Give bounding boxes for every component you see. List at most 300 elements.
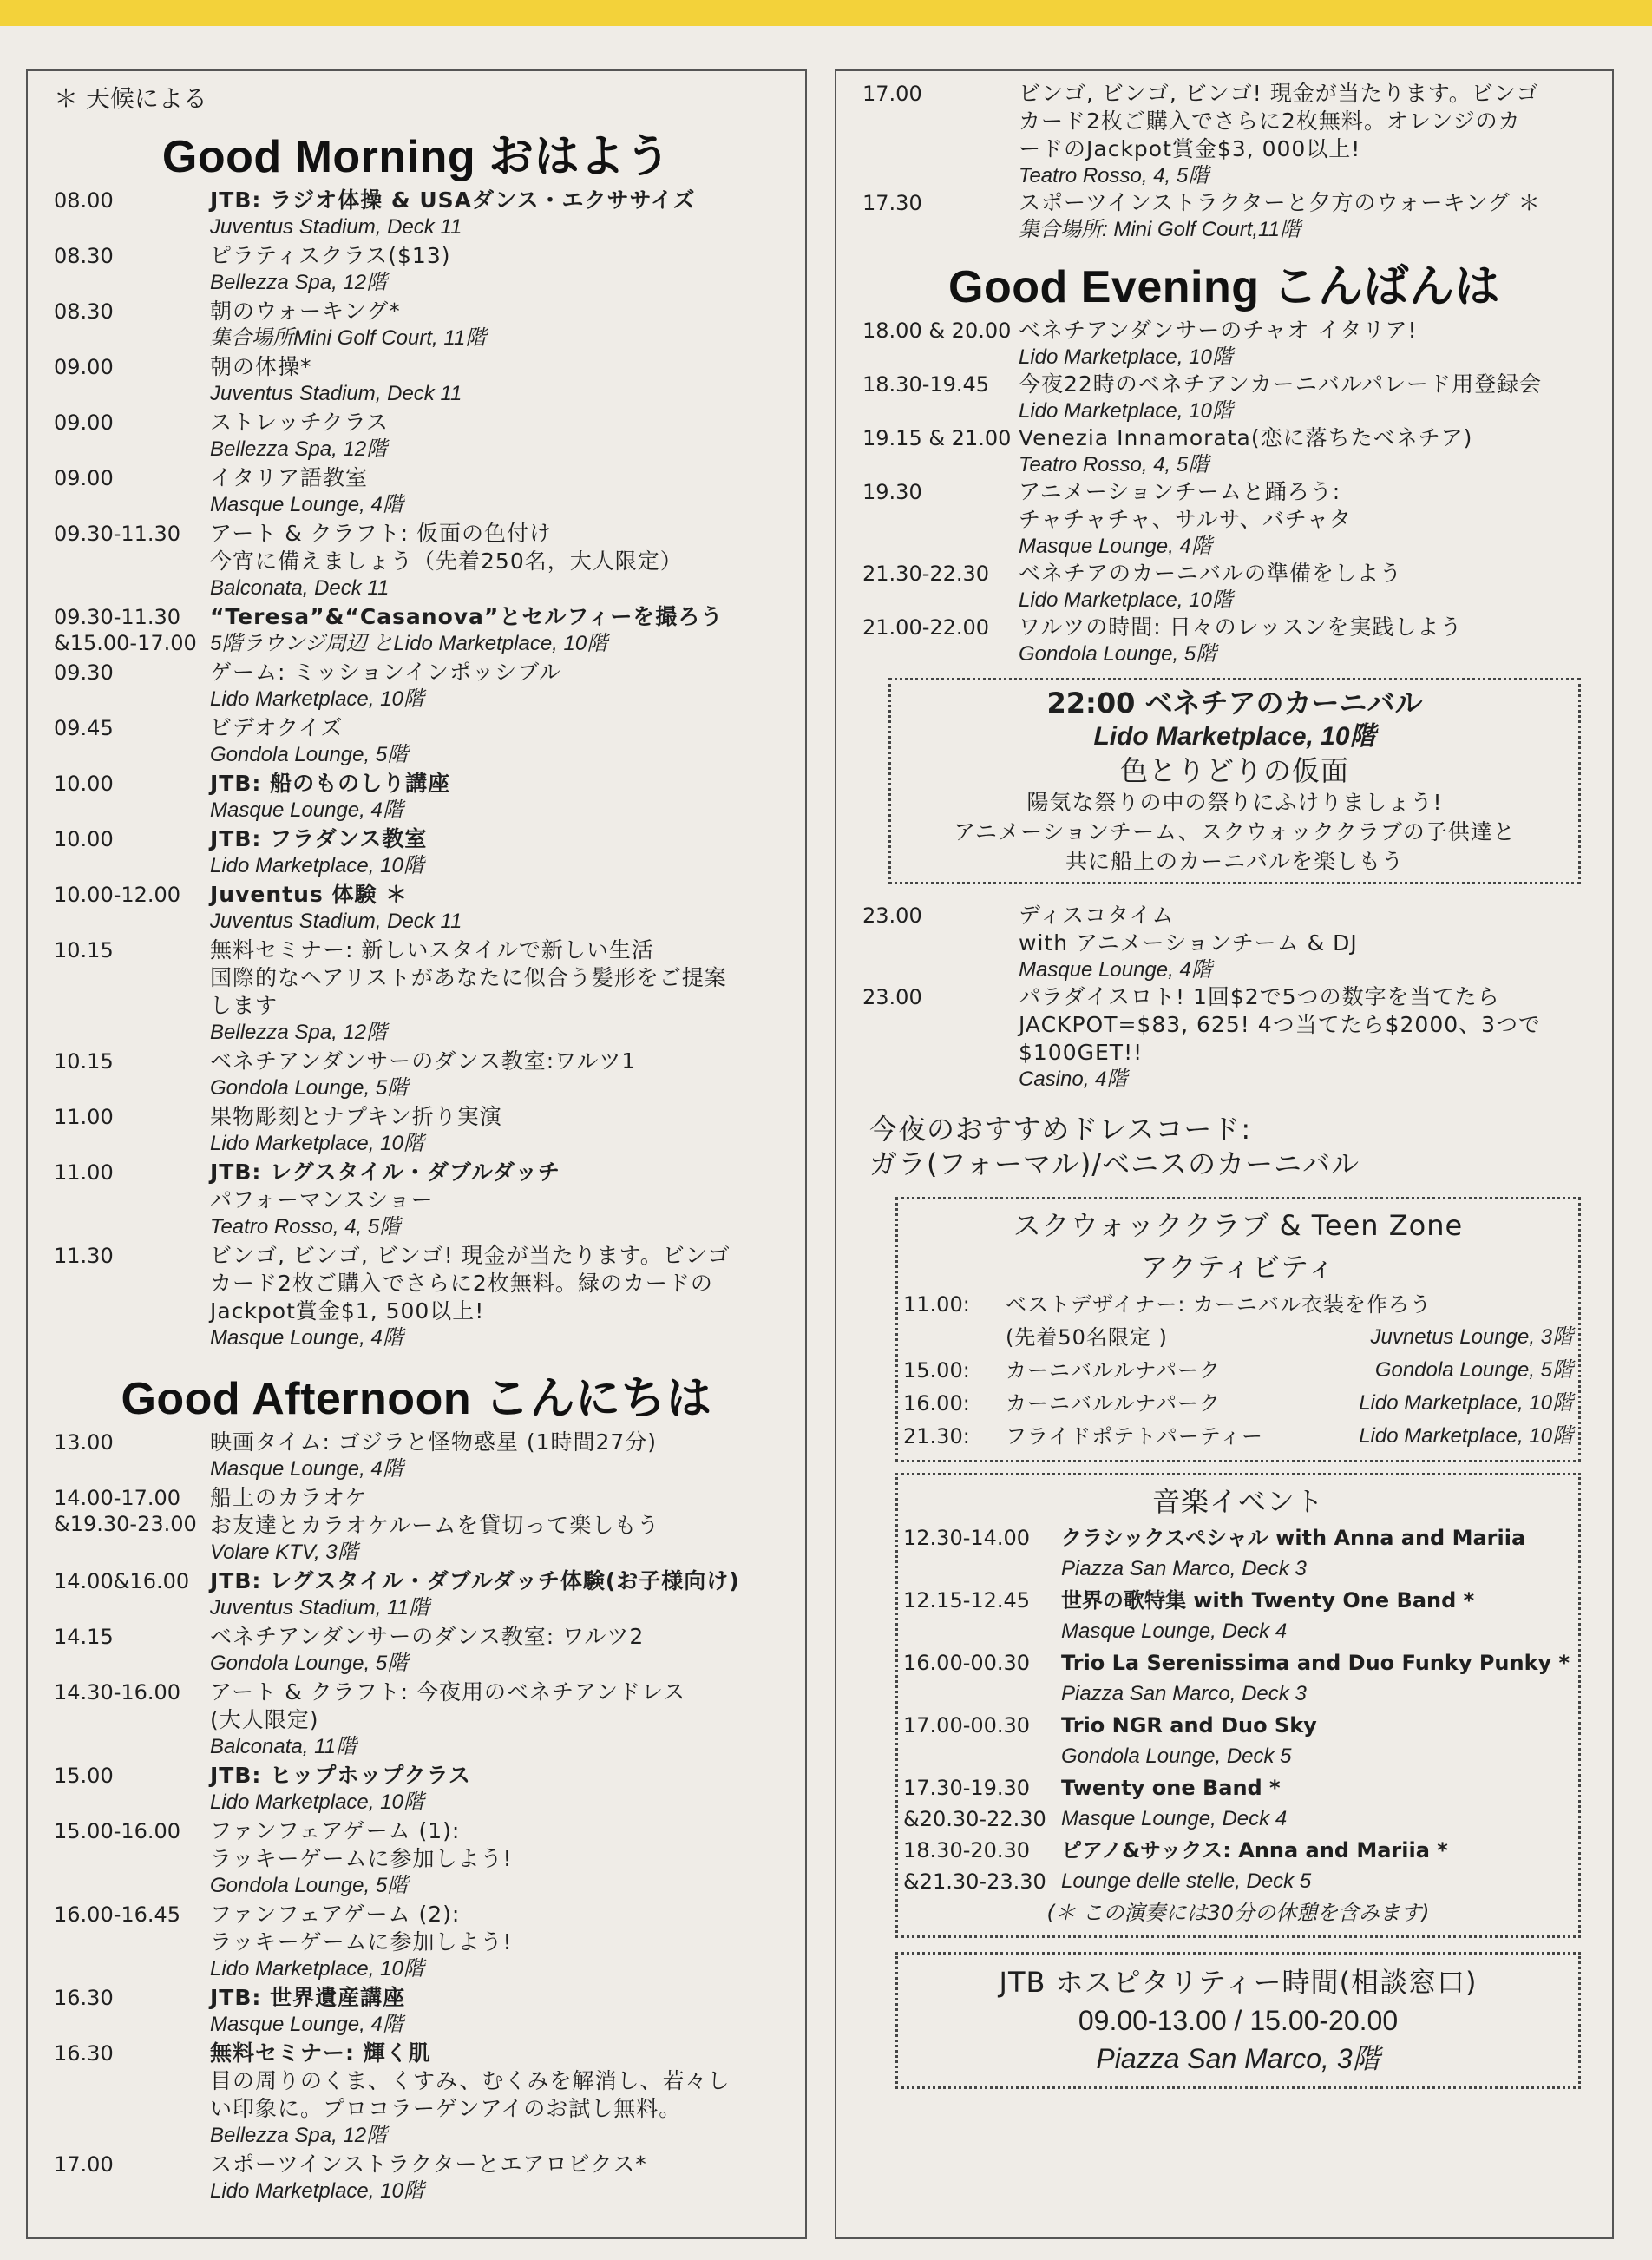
event-detail: 国際的なヘアリストがあなたに似合う髪形をご提案 [210,965,727,990]
squawk-heading-2: アクティビティ [1140,1251,1336,1284]
event-time [862,983,1019,1093]
event-time [54,409,210,463]
event-time [54,1429,210,1482]
squawk-row [903,1288,1573,1321]
event-detail: チャチャチャ、サルサ、バチャタ [1019,507,1353,532]
music-time-extra: &20.30-22.30 [903,1807,1046,1831]
event-time-extra: &15.00-17.00 [54,631,197,655]
event-body [210,714,793,768]
event-location: Gondola Lounge, 5階 [210,743,409,766]
event-title: ストレッチクラス [210,410,390,435]
event-time-main: 10.00 [54,827,114,851]
event-row [836,80,1612,189]
music-row [903,1647,1573,1710]
music-location: Lounge delle stelle, Deck 5 [1061,1869,1312,1893]
event-title: アニメーションチームと踊ろう: [1019,479,1341,504]
event-time [54,1762,210,1816]
event-row [836,983,1612,1093]
event-time [54,714,210,768]
event-detail: い印象に。プロコラーゲンアイのお試し無料。 [210,2096,682,2121]
event-body [1019,80,1600,189]
event-row [28,1623,805,1677]
event-body [210,1103,793,1157]
event-body [210,1048,793,1101]
event-time-main: 09.00 [54,355,114,379]
event-body [210,1159,793,1240]
carnival-box [888,678,1581,884]
event-title: ベネチアのカーニバルの準備をしよう [1019,561,1403,586]
music-body [1061,1647,1573,1710]
carnival-subtitle: 色とりどりの仮面 [1119,754,1349,787]
event-location: Juventus Stadium, Deck 11 [210,215,462,239]
carnival-line-2: アニメーションチーム、スクウォッククラブの子供達と [954,819,1516,844]
event-row [28,409,805,463]
event-row [28,242,805,296]
squawk-row [903,1420,1573,1453]
event-time [54,1567,210,1621]
event-time-main: 19.15 & 21.00 [862,426,1012,450]
event-body [210,2151,793,2204]
event-time [862,80,1019,189]
event-row [836,478,1612,560]
event-title: JTB: レグスタイル・ダブルダッチ体験(お子様向け) [210,1568,740,1593]
event-body [210,187,793,240]
event-time-main: 16.30 [54,2041,114,2066]
dress-code [869,1112,1612,1181]
music-title: Trio La Serenissima and Duo Funky Punky * [1061,1651,1570,1675]
event-detail: (大人限定) [210,1707,319,1732]
event-detail: ードのJackpot賞金$3, 000以上! [1019,136,1361,161]
event-body [210,825,793,879]
event-title: 今夜22時のベネチアンカーニバルパレード用登録会 [1019,371,1543,397]
event-row [28,464,805,518]
event-time [54,1103,210,1157]
event-location: Gondola Lounge, 5階 [210,1076,409,1100]
music-time [903,1772,1061,1835]
squawk-row [903,1354,1573,1387]
event-body [1019,983,1600,1093]
event-time [54,2151,210,2204]
event-title: イタリア語教室 [210,465,369,490]
right-column [835,69,1614,2239]
event-detail: カード2枚ご購入でさらに2枚無料。緑のカードの [210,1271,713,1296]
dress-code-line-2: ガラ(フォーマル)/ベニスのカーニバル [869,1147,1360,1180]
event-location: Juventus Stadium, Deck 11 [210,382,462,405]
music-body [1061,1710,1573,1772]
event-time-main: 09.00 [54,466,114,490]
event-title: ベネチアンダンサーのダンス教室: ワルツ2 [210,1624,645,1649]
event-title: ベネチアンダンサーのダンス教室:ワルツ1 [210,1048,637,1074]
event-row [28,298,805,351]
event-time-main: 19.30 [862,480,922,504]
event-title: JTB: 世界遺産講座 [210,1985,406,2010]
event-time [54,1048,210,1101]
event-title: ビンゴ, ビンゴ, ビンゴ! 現金が当たります。ビンゴ [1019,81,1539,106]
event-body [210,520,793,601]
squawk-activity: (先着50名限定 ) [1006,1325,1168,1350]
event-title: 朝のウォーキング* [210,299,401,324]
event-detail: 目の周りのくま、くすみ、むくみを解消し、若々し [210,2068,731,2093]
event-title: Venezia Innamorata(恋に落ちたベネチア) [1019,425,1473,450]
event-title: 無料セミナー: 新しいスタイルで新しい生活 [210,937,654,962]
carnival-title: 22:00 ベネチアのカーニバル [1046,687,1423,719]
event-body [210,2040,793,2149]
event-location: Teatro Rosso, 4, 5階 [210,1215,401,1238]
event-body [1019,371,1600,424]
music-title: クラシックスペシャル with Anna and Mariia [1061,1526,1526,1550]
music-row [903,1585,1573,1647]
event-row [836,371,1612,424]
event-time [54,770,210,824]
event-time-main: 18.30-19.45 [862,372,990,397]
event-time [862,317,1019,371]
event-row [28,1048,805,1101]
event-body [210,770,793,824]
event-row [28,1567,805,1621]
music-location: Masque Lounge, Deck 4 [1061,1619,1288,1643]
event-body [1019,317,1600,371]
event-time-main: 14.00-17.00 [54,1486,181,1510]
event-row [28,2151,805,2204]
event-title: Juventus 体験 ＊ [210,882,409,907]
event-time-main: 21.00-22.00 [862,615,990,640]
music-location: Gondola Lounge, Deck 5 [1061,1744,1292,1768]
event-body [210,1484,793,1566]
event-time-main: 18.00 & 20.00 [862,319,1012,343]
hospitality-location: Piazza San Marco, 3階 [1096,2043,1380,2074]
event-body [210,1567,793,1621]
event-time-main: 09.30-11.30 [54,522,181,546]
event-row [28,1984,805,2038]
carnival-line-1: 陽気な祭りの中の祭りにふけりましょう! [1026,790,1443,815]
event-location: Casino, 4階 [1019,1068,1128,1091]
event-row [28,2040,805,2149]
event-time-main: 23.00 [862,985,922,1009]
music-heading: 音楽イベント [1151,1485,1324,1518]
left-column [26,69,807,2239]
event-body [1019,614,1600,667]
music-body [1061,1522,1573,1585]
music-row [903,1710,1573,1772]
event-location: Masque Lounge, 4階 [210,1326,403,1350]
event-body [210,1901,793,1982]
event-detail: Jackpot賞金$1, 500以上! [210,1298,485,1324]
event-title: スポーツインストラクターと夕方のウォーキング ＊ [1019,190,1541,215]
music-row [903,1772,1573,1835]
event-body [1019,424,1600,478]
squawk-location: Lido Marketplace, 10階 [1359,1391,1573,1415]
music-time [903,1710,1061,1772]
event-location: Lido Marketplace, 10階 [1019,588,1233,612]
late-events [836,902,1612,1093]
event-time [54,1901,210,1982]
event-detail: 今宵に備えましょう（先着250名，大人限定） [210,549,683,574]
carnival-line-3: 共に船上のカーニバルを楽しもう [1065,849,1404,874]
event-location: Gondola Lounge, 5階 [210,1652,409,1675]
event-title: “Teresa”&“Casanova”とセルフィーを撮ろう [210,604,724,629]
event-location: Masque Lounge, 4階 [210,798,403,822]
event-location: Bellezza Spa, 12階 [210,2124,388,2147]
event-body [210,1679,793,1760]
squawk-activity: ベストデザイナー: カーニバル衣装を作ろう [1006,1292,1432,1317]
event-time-main: 11.00 [54,1105,114,1129]
event-time [862,478,1019,560]
event-title: ピラティスクラス($13) [210,243,451,268]
music-events-box [895,1473,1581,1938]
event-title: JTB: フラダンス教室 [210,826,428,851]
event-detail: JACKPOT=$83, 625! 4つ当てたら$2000、3つで [1019,1012,1542,1037]
event-title: パラダイスロト! 1回$2で5つの数字を当てたら [1019,984,1500,1009]
hospitality-hours: 09.00-13.00 / 15.00-20.00 [1078,2005,1399,2036]
music-time-main: 12.15-12.45 [903,1588,1031,1613]
event-time-main: 13.00 [54,1430,114,1455]
event-detail: お友達とカラオケルームを貸切って楽しもう [210,1513,660,1538]
event-location: Masque Lounge, 4階 [210,2013,403,2036]
event-body [1019,560,1600,614]
event-time-main: 16.30 [54,1986,114,2010]
event-title: ファンフェアゲーム (1): [210,1818,461,1843]
event-row [28,353,805,407]
event-body [210,1429,793,1482]
event-row [28,881,805,935]
event-title: ファンフェアゲーム (2): [210,1902,461,1927]
event-location: Lido Marketplace, 10階 [1019,399,1233,423]
music-time [903,1835,1061,1897]
event-time-main: 16.00-16.45 [54,1902,181,1927]
event-row [28,1103,805,1157]
event-time-main: 11.00 [54,1160,114,1185]
evening-heading: Good Evening こんばんは [948,262,1500,312]
event-time-main: 23.00 [862,903,922,928]
event-time-main: 09.00 [54,411,114,435]
squawk-location: Lido Marketplace, 10階 [1359,1424,1573,1448]
weather-note: ＊ 天候による [54,84,207,113]
event-location: Lido Marketplace, 10階 [210,687,424,711]
squawk-heading-1: スクウォッククラブ & Teen Zone [1013,1209,1464,1242]
event-location: Teatro Rosso, 4, 5階 [1019,164,1210,187]
squawk-time: 11.00: [903,1292,970,1317]
event-body [210,936,793,1046]
event-location: Bellezza Spa, 12階 [210,1021,388,1044]
event-location: Lido Marketplace, 10階 [210,854,424,877]
music-time-extra: &21.30-23.30 [903,1869,1046,1894]
event-time-main: 21.30-22.30 [862,562,990,586]
event-row [28,1429,805,1482]
event-title: ディスコタイム [1019,903,1175,928]
event-body [210,298,793,351]
event-body [210,1817,793,1899]
event-title: ベネチアンダンサーのチャオ イタリア! [1019,318,1418,343]
event-location: Lido Marketplace, 10階 [210,2179,424,2203]
music-time [903,1585,1061,1647]
event-detail: $100GET!! [1019,1040,1144,1065]
event-title: JTB: 船のものしり講座 [210,771,451,796]
event-time [862,614,1019,667]
music-time-main: 18.30-20.30 [903,1838,1031,1863]
event-time-main: 14.15 [54,1625,114,1649]
event-time [862,371,1019,424]
squawk-time: 15.00: [903,1358,970,1383]
event-time [54,1679,210,1760]
squawk-activity: カーニバルルナパーク [1006,1391,1221,1416]
squawk-location: Juvnetus Lounge, 3階 [1370,1325,1573,1349]
event-time-main: 10.00 [54,772,114,796]
event-row [28,1762,805,1816]
event-row [28,1817,805,1899]
event-body [210,603,793,657]
event-time [54,881,210,935]
music-time-main: 12.30-14.00 [903,1526,1031,1550]
event-title: JTB: ラジオ体操 & USAダンス・エクササイズ [210,187,696,213]
event-location: Juventus Stadium, 11階 [210,1596,430,1619]
event-time-main: 15.00-16.00 [54,1819,181,1843]
squawk-time: 16.00: [903,1391,970,1416]
event-body [210,1242,793,1351]
event-time-main: 08.30 [54,244,114,268]
event-row [836,189,1612,243]
event-title: JTB: ヒップホップクラス [210,1763,471,1788]
event-body [1019,902,1600,983]
event-row [836,317,1612,371]
squawk-activity: カーニバルルナパーク [1006,1358,1221,1383]
event-body [210,659,793,713]
event-location: Masque Lounge, 4階 [210,493,403,516]
event-row [28,825,805,879]
music-location: Piazza San Marco, Deck 3 [1061,1557,1307,1580]
event-title: 果物彫刻とナプキン折り実演 [210,1104,502,1129]
event-time [54,1484,210,1566]
event-time [54,659,210,713]
music-time-main: 17.00-00.30 [903,1713,1031,1738]
event-location: Volare KTV, 3階 [210,1541,358,1564]
yellow-background-strip [0,0,1652,26]
event-row [28,1484,805,1566]
event-body [210,242,793,296]
event-time [862,424,1019,478]
event-body [210,881,793,935]
event-title: ゲーム: ミッションインポッシブル [210,660,562,685]
event-location: Lido Marketplace, 10階 [1019,345,1233,369]
event-time [54,187,210,240]
evening-events [836,317,1612,667]
event-title: スポーツインストラクターとエアロビクス* [210,2152,647,2177]
event-time [54,1242,210,1351]
event-title: アート & クラフト: 仮面の色付け [210,521,553,546]
event-time-main: 10.15 [54,938,114,962]
event-time [54,603,210,657]
event-time-main: 15.00 [54,1764,114,1788]
event-row [28,936,805,1046]
event-row [28,714,805,768]
event-body [210,1984,793,2038]
event-time [862,560,1019,614]
hospitality-title: JTB ホスピタリティー時間(相談窓口) [999,1966,1478,1999]
event-time [54,464,210,518]
event-location: Lido Marketplace, 10階 [210,1957,424,1981]
event-time [54,520,210,601]
event-row [836,614,1612,667]
event-location: Juventus Stadium, Deck 11 [210,910,462,933]
event-location: Teatro Rosso, 4, 5階 [1019,453,1210,476]
event-time [862,902,1019,983]
event-detail: ラッキーゲームに参加しよう! [210,1846,513,1871]
music-rows [903,1522,1573,1897]
event-body [1019,478,1600,560]
event-location: Masque Lounge, 4階 [210,1457,403,1481]
event-row [28,1159,805,1240]
event-location: Balconata, Deck 11 [210,576,390,600]
event-location: Gondola Lounge, 5階 [210,1874,409,1897]
music-body [1061,1585,1573,1647]
event-body [1019,189,1600,243]
event-title: ビンゴ, ビンゴ, ビンゴ! 現金が当たります。ビンゴ [210,1243,731,1268]
event-time-main: 17.00 [54,2152,114,2177]
morning-heading: Good Morning おはよう [161,132,672,182]
event-body [210,409,793,463]
event-time [54,1623,210,1677]
event-title: 映画タイム: ゴジラと怪物惑星 (1時間27分) [210,1429,658,1455]
music-title: Trio NGR and Duo Sky [1061,1713,1317,1738]
event-row [28,1242,805,1351]
hospitality-box [895,1952,1581,2089]
event-time-main: 14.00&16.00 [54,1569,190,1593]
event-location: 集合場所Mini Golf Court, 11階 [210,326,487,350]
event-row [836,902,1612,983]
event-time-main: 17.30 [862,191,922,215]
music-note: (＊ この演奏には30分の休憩を含みます) [1046,1901,1430,1925]
squawk-location: Gondola Lounge, 5階 [1374,1358,1573,1382]
event-time [54,242,210,296]
event-row [28,659,805,713]
event-detail: with アニメーションチーム & DJ [1019,930,1358,956]
event-time-main: 09.30 [54,660,114,685]
music-body [1061,1772,1573,1835]
event-time [54,2040,210,2149]
event-title: アート & クラフト: 今夜用のベネチアンドレス [210,1679,686,1705]
event-time [54,1159,210,1240]
event-row [836,560,1612,614]
music-time-main: 17.30-19.30 [903,1776,1031,1800]
event-body [210,464,793,518]
event-time-main: 09.45 [54,716,114,740]
event-time [54,1817,210,1899]
event-detail: ラッキーゲームに参加しよう! [210,1929,513,1955]
event-location: Gondola Lounge, 5階 [1019,642,1217,666]
music-time-main: 16.00-00.30 [903,1651,1031,1675]
event-detail: カード2枚ご購入でさらに2枚無料。オレンジのカ [1019,108,1521,134]
event-time [54,353,210,407]
event-location: Masque Lounge, 4階 [1019,535,1212,558]
event-location: Lido Marketplace, 10階 [210,1132,424,1155]
event-location: Bellezza Spa, 12階 [210,271,388,294]
event-location: Bellezza Spa, 12階 [210,437,388,461]
event-time [54,936,210,1046]
event-location: 5階ラウンジ周辺 とLido Marketplace, 10階 [210,632,608,655]
music-row [903,1835,1573,1897]
event-title: 無料セミナー: 輝く肌 [210,2040,431,2066]
event-row [28,603,805,657]
squawk-club-box [895,1197,1581,1462]
event-detail: パフォーマンスショー [210,1187,434,1212]
event-location: Balconata, 11階 [210,1735,357,1758]
event-title: 船上のカラオケ [210,1485,368,1510]
music-title: 世界の歌特集 with Twenty One Band * [1061,1588,1475,1613]
event-time-main: 17.00 [862,82,922,106]
music-time [903,1647,1061,1710]
event-time-main: 11.30 [54,1244,114,1268]
event-row [28,187,805,240]
event-row [28,1901,805,1982]
